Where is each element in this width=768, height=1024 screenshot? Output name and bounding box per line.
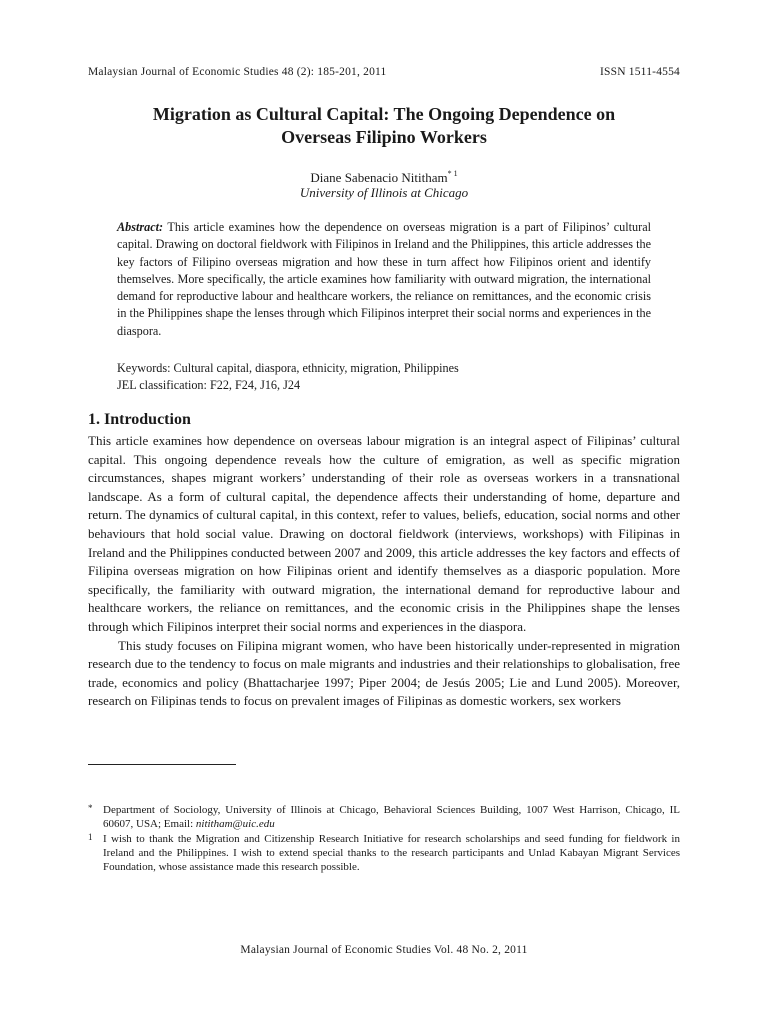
page-footer: Malaysian Journal of Economic Studies Vol. 48 No. 2, 2011: [240, 944, 528, 956]
body-text: [88, 432, 680, 711]
abstract-label: Abstract:: [117, 220, 164, 234]
issn: ISSN 1511-4554: [599, 66, 680, 78]
footnote-mark: 1: [88, 831, 93, 842]
keywords: Keywords: Cultural capital, diaspora, ethnicity, migration, Philippines: [117, 361, 459, 375]
footnotes: [88, 803, 680, 874]
paragraph-1: This article examines how dependence on overseas labour migration is an integral aspect of Filipinas’ cultural capital. This ongoing dependence reveals how the culture of emigration, as well as specific migration circumstances, shapes migrant workers’ understanding of their role as overseas workers in a transnational landscape. As a form of cultural capital, the dependence affects their understanding of home, departure and return. The dynamics of cultural capital, in this context, refer to values, beliefs, education, social norms and other behaviours that hold social value. Drawing on doctoral fieldwork (interviews, workshops) with Filipinas in Ireland and the Philippines conducted between 2007 and 2009, this article addresses the key factors and effects of Filipina overseas migration on how Filipinas orient and identify themselves as a diasporic population. More specifically, the familiarity with outward migration, the international demand for reproductive labour and healthcare workers, the reliance on remittances, and the economic crisis in the Philippines shape the lenses through which Filipinos interpret their social norms and experiences in the diaspora.: [88, 433, 680, 634]
footnote-acknowledgement: [88, 832, 680, 875]
paragraph-2: This study focuses on Filipina migrant women, who have been historically under-represented in migration research due to the tendency to focus on male migrants and industries and their relationships to globalisation, free trade, economics and policy (Bhattacharjee 1997; Piper 2004; de Jesús 2005; Lie and Lund 2005). Moreover, research on Filipinas tends to focus on prevalent images of Filipinas as domestic workers, sex workers: [88, 637, 680, 709]
running-head: [88, 66, 680, 78]
footnote-text: I wish to thank the Migration and Citizenship Research Initiative for research scholarships and seed funding for fieldwork in Ireland and the Philippines. I wish to extend special thanks to the research participants and Unlad Kabayan Migrant Services Foundation, whose assistance made this research possible.: [103, 832, 680, 874]
article-title: [88, 103, 680, 149]
footnote-address: Department of Sociology, University of Illinois at Chicago, Behavioral Sciences Building, 1007 West Harrison, Chicago, IL 60607, USA; Email:: [103, 804, 680, 831]
title-line-1: Migration as Cultural Capital: The Ongoing Dependence on: [152, 104, 616, 124]
author-footnote-marks: * 1: [447, 169, 458, 178]
author-affiliation: University of Illinois at Chicago: [299, 185, 469, 200]
footnote-text: [103, 803, 680, 832]
author-name: Diane Sabenacio Nititham: [310, 170, 448, 185]
journal-citation: Malaysian Journal of Economic Studies 48 (2): 185-201, 2011: [88, 66, 387, 78]
abstract: [117, 219, 651, 340]
author-email: nititham@uic.edu: [195, 818, 275, 831]
jel-classification: JEL classification: F22, F24, J16, J24: [117, 378, 301, 393]
section-heading: 1. Introduction: [88, 411, 191, 428]
footnote-mark: *: [88, 803, 93, 813]
abstract-text: This article examines how the dependence on overseas migration is a part of Filipinos’ cultural capital. Drawing on doctoral fieldwork with Filipinos in Ireland and the Philippines, this article addresses the key factors of Filipino overseas migration and how these in turn affect how Filipinos orient and identify themselves. More specifically, the article examines how familiarity with outward migration, the international demand for reproductive labour and healthcare workers, the reliance on remittances, and the economic crisis in the Philippines shape the lenses through which Filipinos interpret their social norms and experiences in the diaspora.: [117, 220, 651, 338]
keywords-block: [117, 360, 651, 395]
footnote-rule: [88, 764, 236, 765]
title-line-2: Overseas Filipino Workers: [281, 127, 487, 147]
footnote-affiliation: [88, 803, 680, 832]
